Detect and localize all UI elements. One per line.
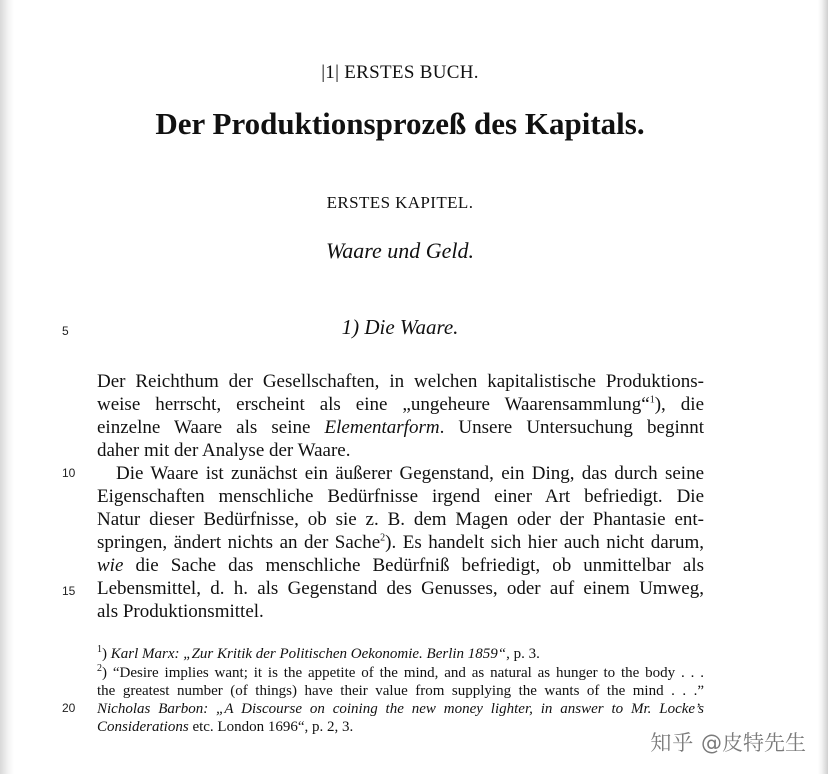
line-number: 20 [62, 701, 76, 715]
body-line [97, 554, 704, 577]
body-line [97, 577, 704, 600]
emphasis-text: wie [97, 555, 124, 576]
body-text: Die Waare ist zunächst ein äußerer Gegenstand, ein Ding, das durch seine [116, 463, 704, 484]
body-text: Lebensmittel, d. h. als Gegenstand des Genusses, oder auf einem Umweg, [97, 578, 704, 599]
footnote-2-line [97, 701, 704, 718]
footnote-text: “Desire implies want; it is the appetite of the mind, and as natural as hunger to the body . . . [112, 665, 705, 681]
footnote-2-line [97, 719, 704, 736]
body-text: springen, ändert nichts an der Sache [97, 532, 381, 553]
body-text: Der Reichthum der Gesellschaften, in welchen kapitalistische Produktions- [97, 371, 704, 392]
section-title: 1) Die Waare. [341, 315, 459, 339]
footnote-citation: Karl Marx: „Zur Kritik der Politischen Oekonomie. Berlin 1859“ [110, 646, 507, 662]
footnote-2-line [97, 683, 704, 700]
chapter-title: Waare und Geld. [325, 238, 475, 263]
body-line [97, 485, 704, 508]
footnote-2-line: $^2$) “Desire implies want; it is the appetite of the mind, and as natural as hunger to the body . . . [97, 663, 705, 681]
footnote-text: , p. 3. [506, 646, 540, 662]
body-text: ), die [654, 394, 704, 415]
footnote-ref: 2 [380, 532, 386, 544]
body-line [97, 600, 704, 623]
chapter-heading: ERSTES KAPITEL. [326, 193, 474, 212]
body-line [97, 531, 704, 554]
emphasis-text: Elementarform [324, 417, 440, 438]
body-text: ). Es handelt sich hier auch nicht darum, [385, 532, 704, 553]
footnote-text: etc. London 1696“, p. 2, 3. [188, 719, 354, 735]
footnote-ref: 1 [649, 394, 655, 406]
body-text: Eigenschaften menschliche Bedürfnisse irgend einer Art befriedigt. Die [97, 486, 704, 507]
watermark-site: 知乎 [650, 731, 695, 755]
body-text: als Produktionsmittel. [97, 601, 264, 622]
body-line [97, 393, 704, 416]
footnote-mark: 1 [97, 644, 102, 655]
line-number: 5 [62, 324, 69, 338]
footnote-mark: 2 [97, 663, 102, 674]
body-line [97, 508, 704, 531]
page-shadow-right [818, 0, 828, 774]
footnote-citation: Nicholas Barbon: „A Discourse on coining the new money lighter, in answer to Mr. Locke’s [97, 701, 704, 717]
line-number: 15 [62, 584, 76, 598]
footnote-citation: Considerations [97, 719, 189, 735]
body-text: die Sache das menschliche Bedürfniß befriedigt, ob unmittelbar als [135, 555, 704, 576]
footnote-1: $^1$) Karl Marx: „Zur Kritik der Politischen Oekonomie. Berlin 1859“, p. 3. [97, 644, 540, 662]
body-text: weise herrscht, erscheint als eine „ungeheure Waarensammlung“ [97, 394, 650, 415]
body-line [97, 439, 704, 462]
body-text: Natur dieser Bedürfnisse, ob sie z. B. dem Magen oder der Phantasie ent- [97, 509, 704, 530]
footnote-text: the greatest number (of things) have their value from supplying the wants of the mind . . .” [97, 683, 704, 699]
watermark [650, 727, 806, 757]
body-text: einzelne Waare als seine [97, 417, 311, 438]
body-line [116, 462, 704, 485]
line-number: 10 [62, 466, 76, 480]
watermark-author: @皮特先生 [701, 731, 806, 755]
body-line [97, 416, 704, 439]
body-line [97, 370, 704, 393]
body-text: daher mit der Analyse der Waare. [97, 440, 351, 461]
body-text: . Unsere Untersuchung beginnt [439, 417, 705, 438]
book-heading: |1| ERSTES BUCH. [321, 62, 479, 83]
book-title: Der Produktionsprozeß des Kapitals. [155, 106, 645, 141]
